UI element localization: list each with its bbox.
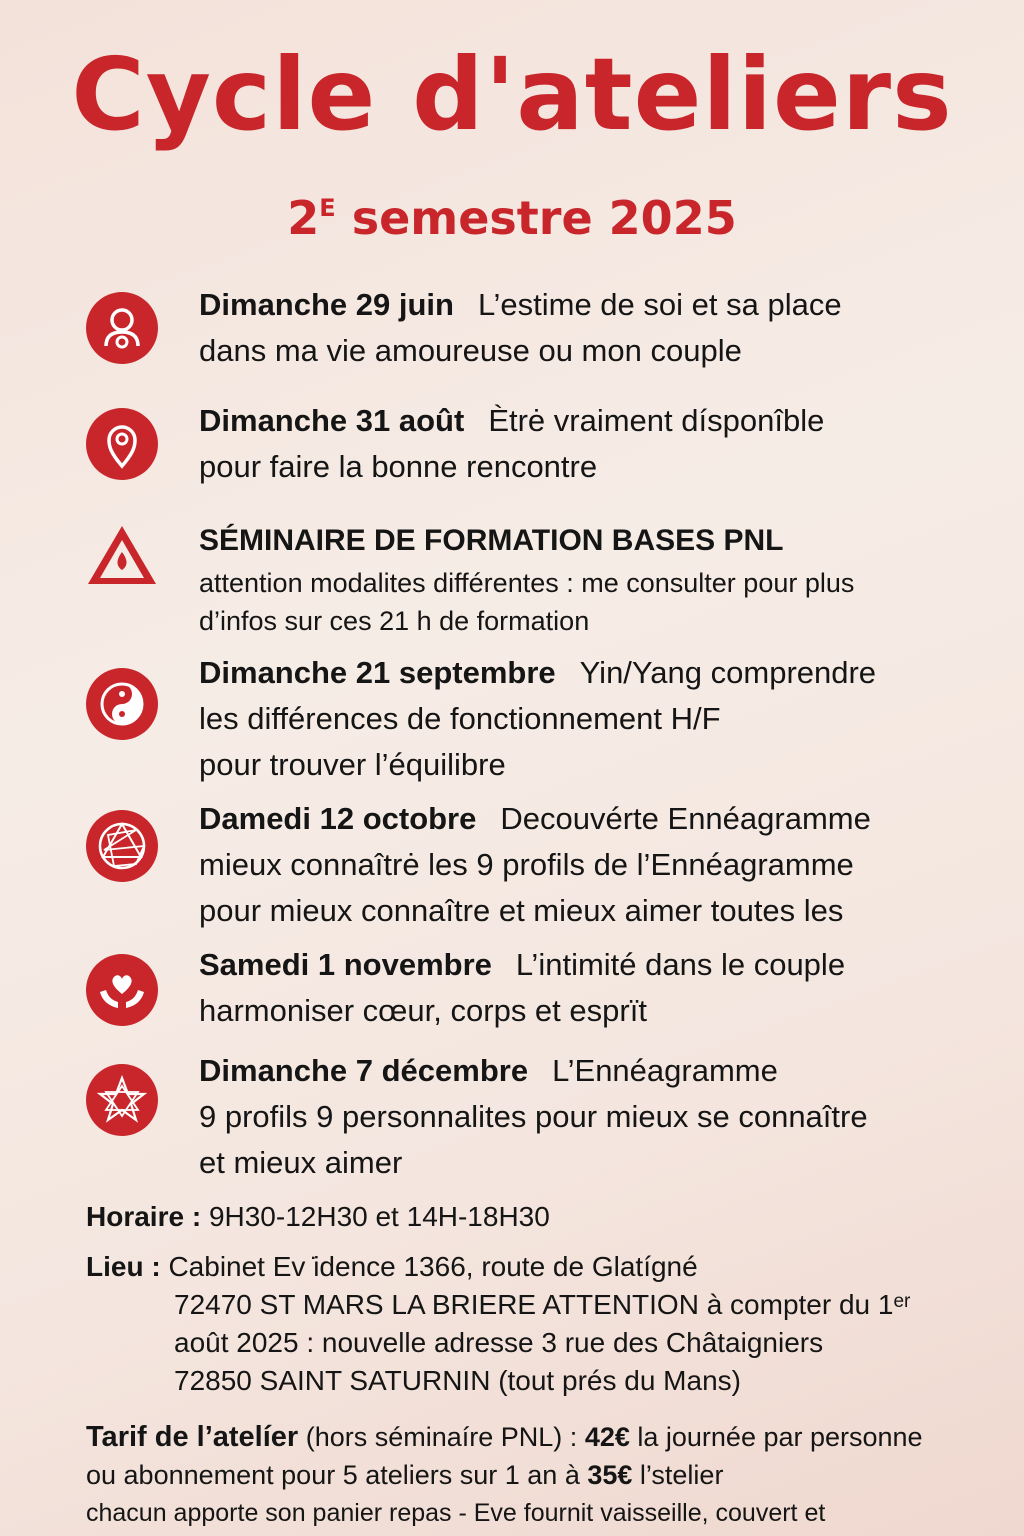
lieu-block (86, 1248, 966, 1400)
event-title: L’estime de soi et sa place (477, 287, 842, 322)
tarif-price: 42€ (584, 1422, 630, 1452)
event-line: 9 profils 9 personnalites pour mieux se connaître (199, 1099, 868, 1134)
tarif-text: ou abonnement pour 5 ateliers sur 1 an à (86, 1460, 588, 1490)
horaire-label: Horaire : (86, 1201, 202, 1232)
event-date: Damedi 12 octobre (199, 801, 477, 836)
yin-yang-icon (86, 668, 158, 740)
event-line: pour trouver l’équilibre (199, 747, 506, 782)
event-date: Dimanche 21 septembre (199, 655, 556, 690)
event-line: harmoniser cœur, corps et esprït (199, 993, 647, 1028)
event-line: les différences de fonctionnement H/F (199, 701, 721, 736)
lieu-line: 72470 ST MARS LA BRIERE ATTENTION à compter du 1ᵉʳ (174, 1289, 911, 1320)
horaire-line (86, 1198, 966, 1236)
enneagram-icon (86, 810, 158, 882)
horaire-value: 9H30-12H30 et 14H-18H30 (208, 1201, 550, 1232)
event-title: L’Ennéagramme (552, 1053, 778, 1088)
lieu-line: août 2025 : nouvelle adresse 3 rue des Châtaigniers (174, 1327, 824, 1358)
lieu-line: 72850 SAINT SATURNIN (tout prés du Mans) (174, 1365, 741, 1396)
star-icon (86, 1064, 158, 1136)
event-title: Decouvérte Ennéagramme (500, 801, 871, 836)
event-line: dans ma vie amoureuse ou mon couple (199, 333, 742, 368)
event-line: d’infos sur ces 21 h de formation (199, 606, 590, 636)
tarif-note: (hors séminaíre PNL) : (298, 1422, 585, 1452)
event-date: Samedi 1 novembre (199, 947, 492, 982)
event-date: Dimanche 29 juin (199, 287, 454, 322)
person-icon (86, 292, 158, 364)
tarif-block (86, 1418, 966, 1532)
event-title: Yin/Yang comprendre (579, 655, 877, 690)
event-heading: SÉMINAIRE DE FORMATION BASES PNL (199, 524, 784, 557)
event-title: L’intimité dans le couple (515, 947, 846, 982)
event-line: et mieux aimer (199, 1145, 403, 1180)
event-date: Dimanche 31 août (199, 403, 465, 438)
page-subtitle: $2^E$ semestre 2025 (287, 191, 737, 245)
event-date: Dimanche 7 décembre (199, 1053, 529, 1088)
tarif-price: 35€ (587, 1460, 633, 1490)
tarif-text: la journée par personne (629, 1422, 923, 1452)
page-title: Cycle d'ateliers (71, 36, 953, 153)
lieu-line: Cabinet Ev ̇idence 1366, route de Glatígné (168, 1251, 698, 1282)
event-line: pour mieux connaître et mieux aimer toutes les (199, 893, 844, 928)
warning-icon (86, 520, 158, 592)
tarif-label: Tarif de l’atelíer (86, 1421, 299, 1453)
event-line: attention modalites différentes : me consulter pour plus (199, 568, 855, 598)
event-title: Ètrė vraiment dísponîble (488, 403, 825, 438)
event-line: mieux connaîtrė les 9 profils de l’Ennéagramme (199, 847, 854, 882)
heart-hands-icon (86, 954, 158, 1026)
location-pin-icon (86, 408, 158, 480)
lieu-label: Lieu : (86, 1251, 161, 1282)
event-line: pour faire la bonne rencontre (199, 449, 598, 484)
tarif-text: chacun apporte son panier repas - Eve fournit vaisseille, couvert et (86, 1499, 826, 1527)
tarif-text: l’stelier (632, 1460, 724, 1490)
